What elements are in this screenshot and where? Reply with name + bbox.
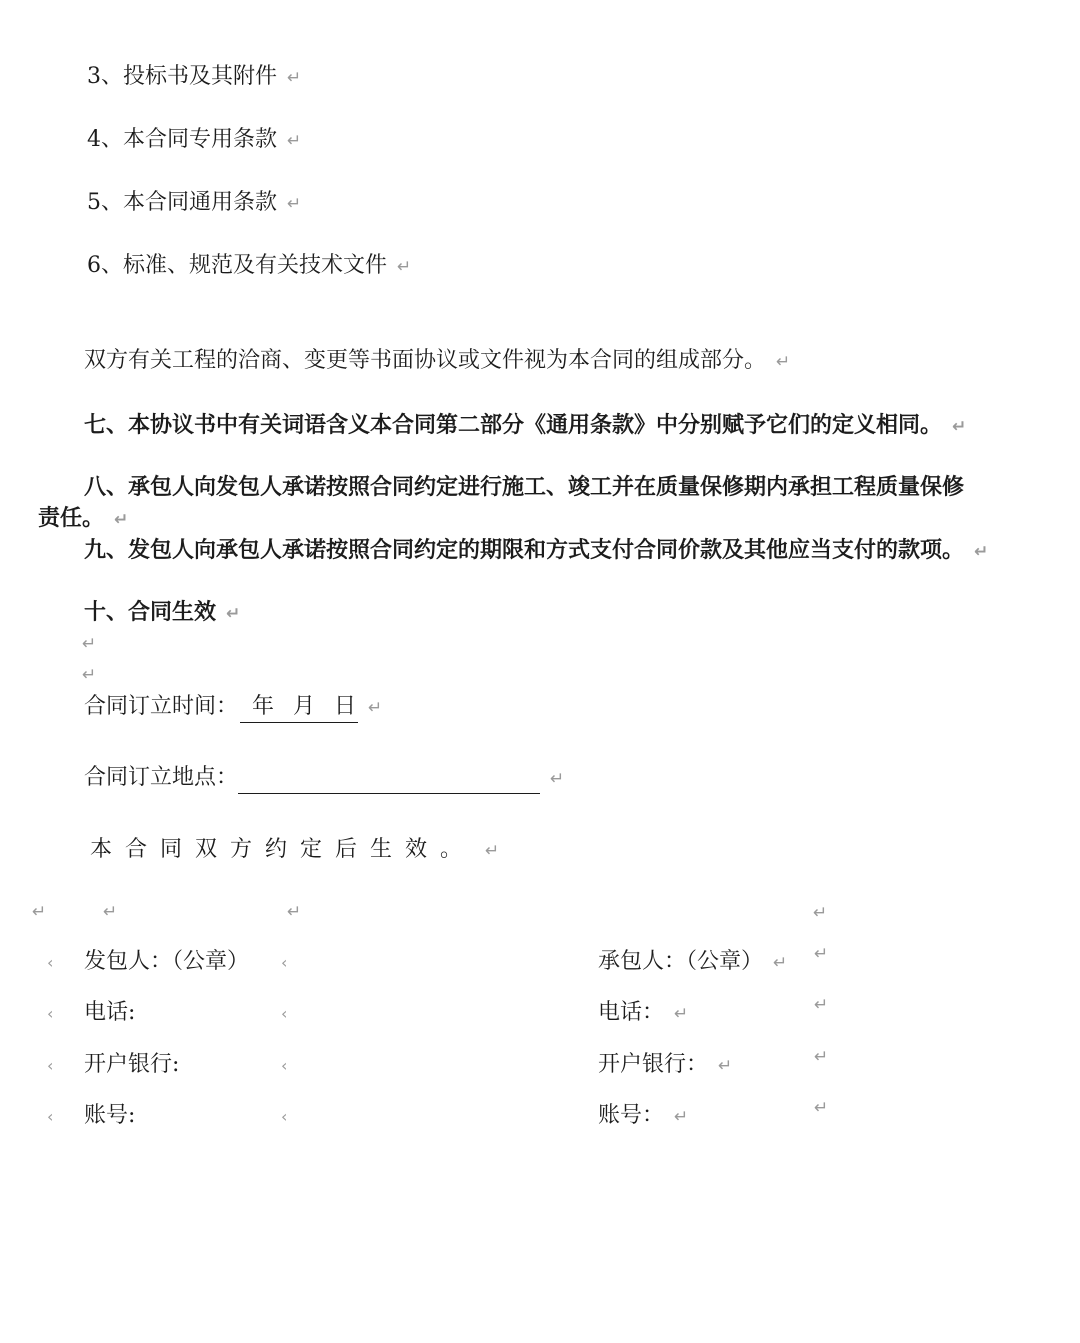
paragraph-mark-icon: ↵ <box>114 510 129 530</box>
empty-paragraph-mark-icon: ↵ <box>82 665 97 685</box>
sign-place-label: 合同订立地点： <box>84 765 239 790</box>
party-b-bank-row <box>598 1050 732 1081</box>
cell-marker-icon: ‹ <box>281 1107 288 1126</box>
sign-time-label: 合同订立时间： <box>84 694 239 719</box>
negotiation-paragraph <box>84 346 790 377</box>
row-end-mark-icon: ↵ <box>814 1098 829 1118</box>
clause-10-text: 十、合同生效 <box>84 599 217 625</box>
list-item <box>87 251 411 282</box>
paragraph-mark-icon: ↵ <box>368 698 383 718</box>
clause-7 <box>84 410 966 442</box>
party-a-name-label: 发包人：（公章） <box>84 949 250 974</box>
row-end-mark-icon: ↵ <box>814 944 829 964</box>
paragraph-mark-icon: ↵ <box>674 1107 689 1127</box>
row-end-mark-icon: ↵ <box>814 1047 829 1067</box>
cell-marker-icon: ‹ <box>47 1107 54 1126</box>
clause-8-text: 八、承包人向发包人承诺按照合同约定进行施工、竣工并在质量保修期内承担工程质量保修 <box>84 474 965 500</box>
paragraph-mark-icon: ↵ <box>397 257 412 277</box>
list-item-text: 3、投标书及其附件 <box>87 64 277 89</box>
cell-marker-icon: ‹ <box>47 1056 54 1075</box>
paragraph-mark-icon: ↵ <box>287 131 302 151</box>
list-item-text: 5、本合同通用条款 <box>87 190 277 215</box>
table-paragraph-mark-icon: ↵ <box>32 902 47 922</box>
party-b-bank-label: 开户银行： <box>598 1052 709 1077</box>
sign-time-field[interactable]: 年 月 日 <box>240 692 358 723</box>
clause-7-text: 七、本协议书中有关词语含义本合同第二部分《通用条款》中分别赋予它们的定义相同。 <box>84 412 943 438</box>
table-paragraph-mark-icon: ↵ <box>813 903 828 923</box>
paragraph-mark-icon: ↵ <box>287 68 302 88</box>
list-item <box>87 125 301 156</box>
party-a-bank-label: 开户银行: <box>84 1052 180 1077</box>
paragraph-mark-icon: ↵ <box>226 604 241 624</box>
clause-10-heading <box>84 597 240 629</box>
table-paragraph-mark-icon: ↵ <box>287 902 302 922</box>
paragraph-mark-icon: ↵ <box>952 417 967 437</box>
clause-9 <box>84 535 988 567</box>
paragraph-mark-icon: ↵ <box>287 194 302 214</box>
paragraph-mark-icon: ↵ <box>674 1004 689 1024</box>
clause-9-text: 九、发包人向承包人承诺按照合同约定的期限和方式支付合同价款及其他应当支付的款项。 <box>84 537 965 563</box>
cell-marker-icon: ‹ <box>281 953 288 972</box>
negotiation-text: 双方有关工程的洽商、变更等书面协议或文件视为本合同的组成部分。 <box>84 348 767 373</box>
party-a-account-label: 账号: <box>84 1103 136 1128</box>
clause-8-line-2 <box>38 503 128 535</box>
effective-statement-text: 本合同双方约定后生效。 <box>90 837 476 862</box>
party-b-account-row <box>598 1101 688 1132</box>
list-item <box>87 62 301 93</box>
cell-marker-icon: ‹ <box>281 1004 288 1023</box>
party-b-account-label: 账号： <box>598 1103 665 1128</box>
cell-marker-icon: ‹ <box>281 1056 288 1075</box>
party-b-name-row <box>598 947 787 978</box>
list-item-text: 6、标准、规范及有关技术文件 <box>87 253 387 278</box>
effective-statement <box>90 835 499 866</box>
paragraph-mark-icon: ↵ <box>718 1056 733 1076</box>
party-b-phone-row <box>598 998 688 1029</box>
cell-marker-icon: ‹ <box>47 953 54 972</box>
paragraph-mark-icon: ↵ <box>550 769 565 789</box>
list-item-text: 4、本合同专用条款 <box>87 127 277 152</box>
empty-paragraph-mark-icon: ↵ <box>82 634 97 654</box>
clause-8-line-1 <box>84 472 964 502</box>
sign-place-line <box>84 763 564 794</box>
paragraph-mark-icon: ↵ <box>485 841 500 861</box>
list-item <box>87 188 301 219</box>
row-end-mark-icon: ↵ <box>814 995 829 1015</box>
paragraph-mark-icon: ↵ <box>974 542 989 562</box>
table-paragraph-mark-icon: ↵ <box>103 902 118 922</box>
sign-time-line <box>84 692 382 723</box>
party-a-phone-label: 电话: <box>84 1000 136 1025</box>
clause-8-text-continued: 责任。 <box>38 505 105 531</box>
cell-marker-icon: ‹ <box>47 1004 54 1023</box>
paragraph-mark-icon: ↵ <box>776 352 791 372</box>
sign-place-field[interactable] <box>238 767 540 794</box>
paragraph-mark-icon: ↵ <box>773 953 788 973</box>
party-b-phone-label: 电话： <box>598 1000 665 1025</box>
party-b-name-label: 承包人：（公章） <box>598 949 764 974</box>
